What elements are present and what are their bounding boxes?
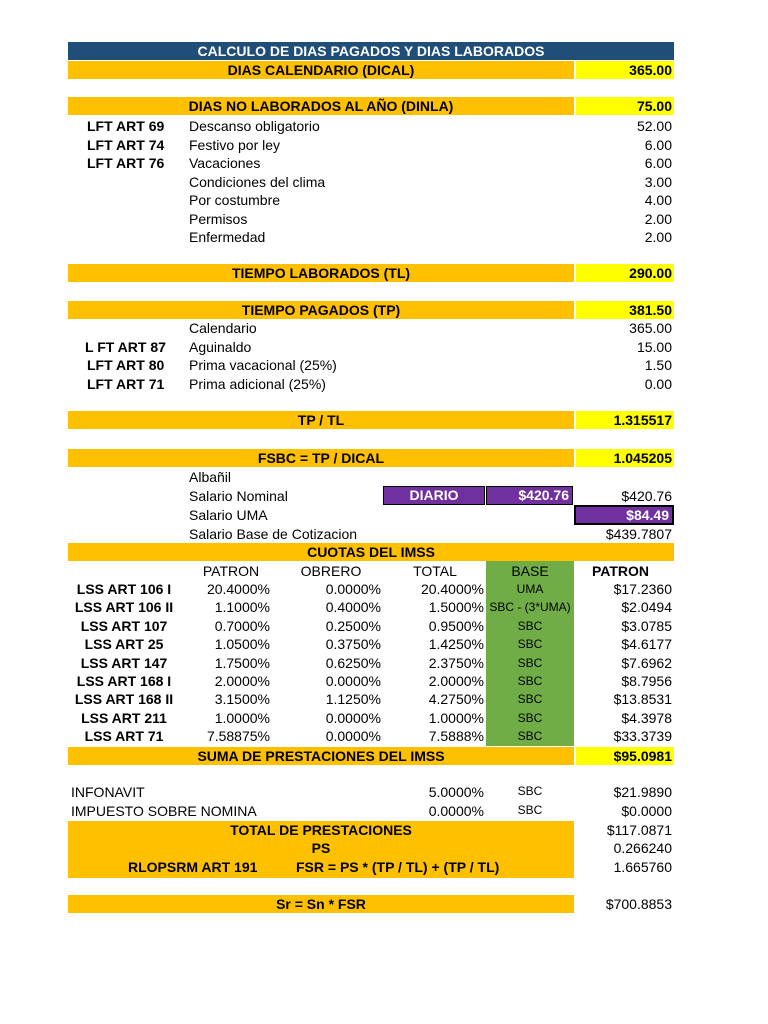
dinla-value: 6.00 [644,136,672,153]
fsbc-label: FSBC = TP / DICAL [68,449,574,467]
imss-patron-rate: 7.58875% [206,728,270,745]
imss-total-rate: 1.5000% [428,599,484,616]
dinla-desc: Por costumbre [189,192,281,208]
imss-patron-amount: $3.0785 [621,617,672,634]
total-prestaciones-label: TOTAL DE PRESTACIONES [230,822,412,838]
dinla-desc: Descanso obligatorio [189,118,320,134]
col-header-base: BASE [511,563,549,579]
imss-patron-amount: $33.3739 [613,728,672,745]
fsr-label: FSR = PS * (TP / TL) + (TP / TL) [296,859,500,875]
imss-art: LSS ART 168 II [74,691,174,708]
dinla-art: LFT ART 74 [87,136,165,153]
imss-obrero-rate: 0.0000% [325,709,381,726]
imss-total-rate: 20.4000% [420,581,484,597]
tl-value: 290.00 [576,264,674,282]
imss-sum-label: SUMA DE PRESTACIONES DEL IMSS [68,747,574,765]
tp-art: L FT ART 87 [85,338,166,355]
diario-value[interactable]: $420.76 [486,486,573,505]
imss-title: CUOTAS DEL IMSS [68,543,674,561]
dinla-value: 4.00 [644,192,672,208]
imss-obrero-rate: 0.3750% [325,636,381,653]
sbc-value: $439.7807 [605,526,672,542]
other-base: SBC [517,784,543,798]
other-label: INFONAVIT [71,784,145,800]
other-base: SBC [517,803,543,817]
imss-base: SBC [517,674,543,688]
imss-patron-amount: $4.6177 [621,636,672,653]
imss-total-rate: 2.3750% [428,654,484,671]
dinla-value: 6.00 [644,155,672,171]
sr-value: $700.8853 [605,896,672,912]
imss-patron-amount: $4.3978 [621,709,672,726]
dinla-value: 2.00 [644,229,672,245]
imss-art: LSS ART 106 I [76,581,172,597]
imss-obrero-rate: 0.6250% [325,654,381,671]
imss-art: LSS ART 147 [80,654,168,671]
tp-value: 0.00 [644,375,672,392]
imss-total-rate: 4.2750% [428,691,484,708]
imss-patron-rate: 1.1000% [214,599,270,616]
sr-label: Sr = Sn * FSR [68,895,574,913]
imss-art: LSS ART 106 II [74,599,174,616]
other-amount: $0.0000 [621,803,672,819]
imss-obrero-rate: 0.4000% [325,599,381,616]
imss-base: UMA [516,582,544,596]
dinla-desc: Permisos [189,210,248,227]
imss-art: LSS ART 71 [84,728,164,745]
imss-art: LSS ART 107 [80,617,168,634]
tp-value: 1.50 [644,357,672,373]
imss-base: SBC [517,729,543,744]
tp-art: LFT ART 71 [87,375,165,392]
col-header-obrero: OBRERO [300,563,362,579]
dical-value: 365.00 [576,61,674,79]
dinla-desc: Enfermedad [189,229,266,245]
imss-obrero-rate: 0.0000% [325,673,381,689]
tp-desc: Prima vacacional (25%) [189,357,337,373]
imss-obrero-rate: 0.0000% [325,728,381,745]
dinla-label: DIAS NO LABORADOS AL AÑO (DINLA) [68,97,574,115]
tp-desc: Aguinaldo [189,338,252,355]
dinla-art: LFT ART 76 [87,155,165,171]
salario-uma-value[interactable]: $84.49 [574,505,674,525]
imss-total-rate: 2.0000% [428,673,484,689]
imss-patron-amount: $13.8531 [613,691,672,708]
other-rate: 0.0000% [428,803,484,819]
col-header-patron: PATRON [202,563,260,579]
imss-patron-rate: 2.0000% [214,673,270,689]
tp-desc: Prima adicional (25%) [189,375,326,392]
imss-total-rate: 7.5888% [428,728,484,745]
diario-label: DIARIO [383,486,485,505]
imss-base: SBC [517,655,543,670]
salario-nominal-label: Salario Nominal [189,488,288,504]
imss-obrero-rate: 0.2500% [325,617,381,634]
tp-label: TIEMPO PAGADOS (TP) [68,301,574,319]
tptl-value: 1.315517 [576,411,674,429]
dinla-desc: Festivo por ley [189,136,281,153]
tp-art: LFT ART 80 [87,357,165,373]
imss-obrero-rate: 1.1250% [325,691,381,708]
tptl-label: TP / TL [68,411,574,429]
other-label: IMPUESTO SOBRE NOMINA [71,803,257,819]
dinla-value: 3.00 [644,173,672,190]
total-prestaciones-value: $117.0871 [606,822,672,838]
imss-base: SBC [517,710,543,725]
other-rate: 5.0000% [428,784,484,800]
tl-label: TIEMPO LABORADOS (TL) [68,264,574,282]
imss-patron-rate: 1.7500% [214,654,270,671]
imss-sum-value: $95.0981 [576,747,674,765]
fsbc-value: 1.045205 [576,449,674,467]
col-header-total: TOTAL [413,563,457,579]
imss-patron-rate: 0.7000% [214,617,270,634]
imss-base: SBC [517,637,543,652]
dinla-value: 2.00 [644,210,672,227]
imss-patron-amount: $8.7956 [621,673,672,689]
salario-nominal-value: $420.76 [621,488,672,504]
tp-value: 381.50 [576,301,674,319]
tp-value: 365.00 [629,320,672,336]
fsr-value: 1.665760 [613,859,672,875]
imss-obrero-rate: 0.0000% [325,581,381,597]
imss-total-rate: 0.9500% [428,617,484,634]
imss-base: SBC - (3*UMA) [489,600,571,615]
dical-label: DIAS CALENDARIO (DICAL) [68,61,574,79]
tp-value: 15.00 [636,338,672,355]
col-header-patron-amount: PATRON [592,563,650,579]
other-amount: $21.9890 [613,784,672,800]
imss-patron-rate: 20.4000% [206,581,270,597]
imss-patron-rate: 3.1500% [214,691,270,708]
dinla-desc: Condiciones del clima [189,173,326,190]
dinla-art: LFT ART 69 [87,118,165,134]
imss-art: LSS ART 25 [84,636,164,653]
ps-label: PS [311,840,331,856]
imss-total-rate: 1.0000% [428,709,484,726]
imss-patron-rate: 1.0500% [214,636,270,653]
ps-value: 0.266240 [613,840,672,856]
imss-patron-amount: $17.2360 [613,581,672,597]
imss-patron-amount: $7.6962 [621,654,672,671]
imss-total-rate: 1.4250% [428,636,484,653]
imss-patron-rate: 1.0000% [214,709,270,726]
imss-art: LSS ART 168 I [76,673,172,689]
sbc-label: Salario Base de Cotizacion [189,526,358,542]
dinla-value: 75.00 [576,97,674,115]
imss-art: LSS ART 211 [81,709,167,726]
dinla-value: 52.00 [636,118,672,134]
tp-desc: Calendario [189,320,257,336]
imss-base: SBC [517,692,543,707]
imss-patron-amount: $2.0494 [621,599,672,616]
dinla-desc: Vacaciones [189,155,261,171]
salario-uma-label: Salario UMA [189,507,268,523]
rlopsrm-art: RLOPSRM ART 191 [128,859,258,875]
sheet-title: CALCULO DE DIAS PAGADOS Y DIAS LABORADOS [68,42,674,60]
worker-label: Albañil [189,469,232,485]
imss-base: SBC [517,618,543,633]
